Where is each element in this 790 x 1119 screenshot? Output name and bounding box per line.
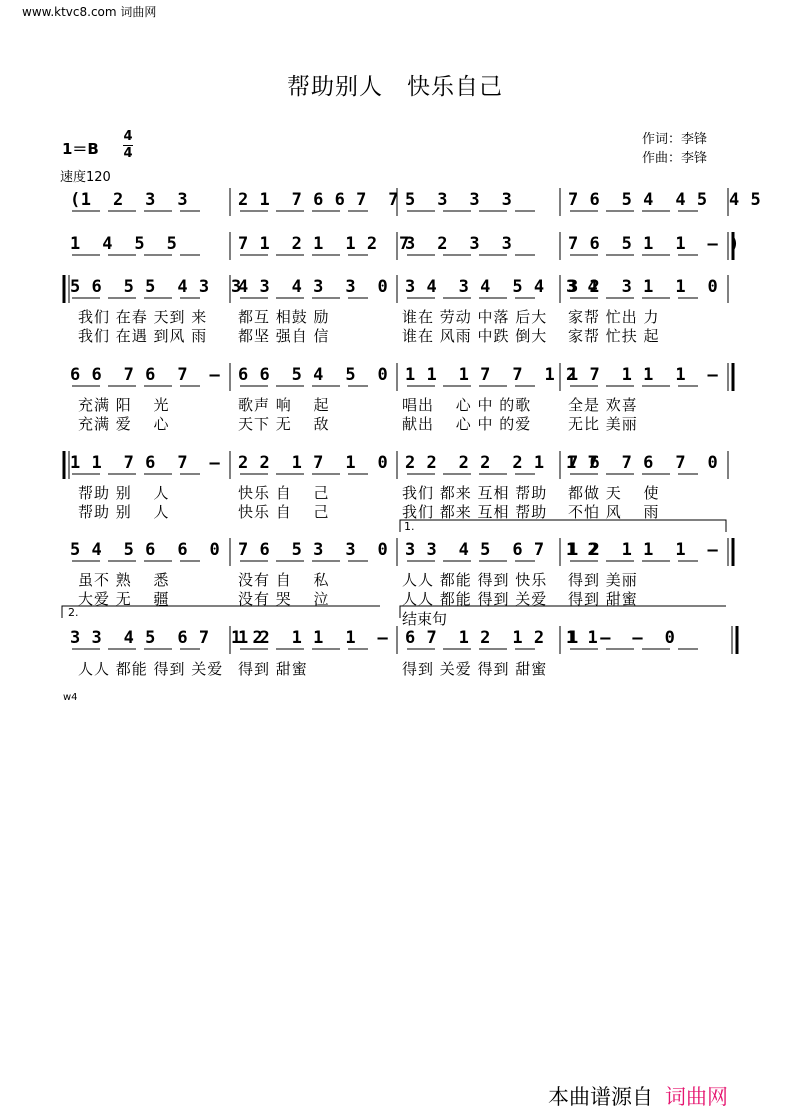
measure: 1 2 1 1 1 – <box>568 540 719 560</box>
lyric-phrase: 充满 爱 心 <box>78 415 170 433</box>
volta-first-label: 1. <box>404 520 415 533</box>
lyricist: 作词：李锋 <box>642 132 708 147</box>
lyric-phrase: 人人 都能 得到 关爱 <box>402 590 548 608</box>
tempo-marking: 速度120 <box>60 170 111 185</box>
composer: 作曲：李锋 <box>642 151 708 166</box>
lyric-phrase: 充满 阳 光 <box>78 396 170 414</box>
measure: 2 2 1 7 1 0 <box>238 453 389 473</box>
lyric-phrase: 全是 欢喜 <box>568 396 638 414</box>
volta-second-label: 2. <box>68 606 79 619</box>
lyric-phrase: 帮助 别 人 <box>78 484 170 502</box>
measure: 4 3 4 3 3 0 <box>238 277 389 297</box>
lyric-phrase: 得到 甜蜜 <box>568 590 638 608</box>
lyric-phrase: 我们 都来 互相 帮助 <box>402 484 548 502</box>
lyric-phrase: 得到 美丽 <box>568 571 638 589</box>
lyric-phrase: 快乐 自 己 <box>238 484 330 502</box>
measure: 3 3 4 5 6 7 1 2 <box>405 540 599 560</box>
lyric-phrase: 不怕 风 雨 <box>568 503 660 521</box>
lyric-phrase: 谁在 风雨 中跌 倒大 <box>402 327 548 345</box>
source-prefix: 本曲谱源自 <box>548 1085 653 1109</box>
time-signature-bottom: 4 <box>123 146 133 161</box>
measure: 7 6 5 1 1 – ) <box>568 234 740 254</box>
lyric-phrase: 快乐 自 己 <box>238 503 330 521</box>
lyric-phrase: 我们 在春 天到 来 <box>78 308 208 326</box>
measure: 1 – – 0 <box>568 628 676 648</box>
lyric-phrase: 都做 天 使 <box>568 484 660 502</box>
lyric-phrase: 献出 心 中 的爱 <box>402 415 532 433</box>
measure: 3 2 3 1 1 0 <box>568 277 719 297</box>
measure: 1 7 1 1 1 – <box>568 365 719 385</box>
lyric-phrase: 大爱 无 疆 <box>78 590 170 608</box>
lyric-phrase: 家帮 忙扶 起 <box>568 327 660 345</box>
measure: 3 2 3 3 <box>405 234 513 254</box>
measure: 5 6 5 5 4 3 3 <box>70 277 242 297</box>
site-watermark: www.ktvc8.com 词曲网 <box>22 5 157 19</box>
measure: 7 1 2 1 1 2 7 <box>238 234 410 254</box>
lyric-phrase: 虽不 熟 悉 <box>78 571 170 589</box>
lyric-phrase: 得到 甜蜜 <box>238 660 308 678</box>
lyric-phrase: 我们 在遇 到风 雨 <box>78 327 208 345</box>
lyric-phrase: 没有 哭 泣 <box>238 590 330 608</box>
source-credit <box>548 1081 728 1111</box>
lyric-phrase: 唱出 心 中 的歌 <box>402 396 532 414</box>
lyric-phrase: 无比 美丽 <box>568 415 638 433</box>
measure: 7 6 5 4 4 5 4 5 <box>568 190 762 210</box>
lyric-phrase: 家帮 忙出 力 <box>568 308 660 326</box>
measure: 7 6 7 6 7 0 <box>568 453 719 473</box>
measure: (1 2 3 3 <box>70 190 189 210</box>
lyric-phrase: 人人 都能 得到 关爱 <box>78 660 224 678</box>
lyric-phrase: 天下 无 敌 <box>238 415 330 433</box>
measure: 1 1 1 7 7 1 2 <box>405 365 577 385</box>
measure: 1 2 1 1 1 – <box>238 628 389 648</box>
lyric-phrase: 谁在 劳动 中落 后大 <box>402 308 548 326</box>
measure: 6 6 5 4 5 0 <box>238 365 389 385</box>
measure: 2 2 2 2 2 1 1 7 <box>405 453 599 473</box>
lyric-phrase: 人人 都能 得到 快乐 <box>402 571 548 589</box>
song-title: 帮助别人 快乐自己 <box>287 74 503 100</box>
measure: 2 1 7 6 6 7 7 <box>238 190 400 210</box>
measure: 5 3 3 3 <box>405 190 513 210</box>
lyric-phrase: 歌声 响 起 <box>238 396 330 414</box>
lyric-phrase: 没有 自 私 <box>238 571 330 589</box>
lyric-phrase: 得到 关爱 得到 甜蜜 <box>402 660 548 678</box>
measure: 5 4 5 6 6 0 <box>70 540 221 560</box>
measure: 3 4 3 4 5 4 3 4 <box>405 277 599 297</box>
measure: 1 4 5 5 <box>70 234 178 254</box>
lyric-phrase: 都坚 强自 信 <box>238 327 330 345</box>
key-signature: 1＝B <box>62 140 99 158</box>
ending-label: 结束句 <box>402 610 448 628</box>
lyric-phrase: 都互 相鼓 励 <box>238 308 330 326</box>
measure: 6 7 1 2 1 2 1 1 <box>405 628 599 648</box>
time-signature-top: 4 <box>123 129 133 144</box>
measure: 6 6 7 6 7 – <box>70 365 221 385</box>
source-brand: 词曲网 <box>665 1085 728 1109</box>
lyric-phrase: 我们 都来 互相 帮助 <box>402 503 548 521</box>
footer-mark: w4 <box>63 692 78 703</box>
measure: 3 3 4 5 6 7 1 2 <box>70 628 264 648</box>
measure: 7 6 5 3 3 0 <box>238 540 389 560</box>
measure: 1 1 7 6 7 – <box>70 453 221 473</box>
lyric-phrase: 帮助 别 人 <box>78 503 170 521</box>
